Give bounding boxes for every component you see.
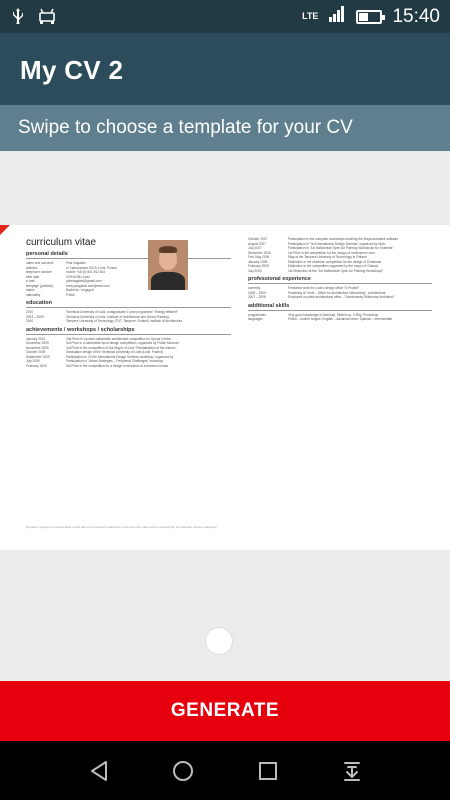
cv-row — [26, 364, 231, 369]
cv-row-value: Tampere University of Technology (TUT, Tampere, Finland) Institute of Architecture — [66, 319, 183, 323]
cv-row-value: Polish — [66, 292, 75, 297]
cv-section-heading: professional experience — [248, 276, 432, 284]
cv-row-key: webpage (portfolio) — [26, 283, 54, 288]
cv-row-value: Employed in polish architectural office - “Zdechowsky-Wiktorowy Architekci” — [288, 295, 395, 299]
home-icon[interactable] — [169, 757, 197, 785]
cv-row-value: Participation in “Urban Strategies – Peripheral Challenges” workshop — [66, 359, 164, 363]
cv-row-key: December 2009 — [26, 341, 49, 345]
cv-right-list — [248, 237, 432, 273]
cv-row-value: Very good knowledge of Archicad, Sketch up, V-Ray, Photoshop — [288, 312, 379, 317]
cv-row-value: Technical University of Łódź, Institute of Architecture and Urban Planning — [66, 314, 169, 319]
cv-row-key: February 2005 — [248, 264, 269, 268]
cv-skills-list — [248, 313, 432, 322]
cv-row — [248, 269, 432, 274]
cv-row-key: nationality — [26, 292, 41, 297]
status-bar — [0, 0, 450, 33]
cv-row-value: Participation in XXVth International Design Seminar workshop, organized by — [66, 354, 174, 359]
cv-row-key: January 2005 — [248, 259, 268, 264]
cv-row-value: Bachelor / engaged — [66, 288, 94, 292]
cv-experience-list — [248, 286, 432, 300]
cv-row-value: Graduation design of the Technical University of Łódź (Łódź, Poland) — [66, 350, 163, 354]
cv-row-key: address — [26, 265, 38, 270]
template-corner-ribbon — [0, 225, 10, 235]
cv-row-value: 3rd Prize in the competition of the Mayor of Łódź “Revitalization of the historic” — [66, 345, 177, 350]
cv-row-value: Freelance work for Łódź's design office “S Projekt” — [288, 286, 360, 290]
cv-row-key: September 2009 — [26, 354, 50, 359]
cv-row-key: February 2009 — [26, 363, 47, 368]
cv-left-column — [26, 237, 231, 368]
cv-row-value: 3rd Prize in a nationwide sport design competition, organized by Polish Museum — [66, 341, 180, 345]
android-debug-icon — [38, 8, 56, 27]
back-icon[interactable] — [85, 757, 113, 785]
cv-row-value: Participation in “3rd International Design Seminar” organized by Mulo — [288, 241, 386, 246]
cv-row-key: status — [26, 288, 35, 292]
cv-row-value: 2nd Prize in a polish nationwide architecture competition for Sports Centre — [66, 336, 171, 341]
cv-row-key: January 2010 — [26, 336, 46, 341]
cv-row-key: October 2009 — [26, 350, 46, 354]
cv-row-key: August 2007 — [248, 241, 266, 246]
usb-icon — [12, 8, 24, 27]
cv-education-list — [26, 310, 231, 324]
instruction-banner — [0, 105, 450, 151]
app-title: My CV 2 — [20, 55, 124, 85]
cv-row-key: 2003 – 2009 — [26, 314, 44, 319]
cv-row-value: Distinction in the competition organized by the mayor of Gdansk — [288, 264, 379, 268]
cv-row-key: 2007 – 2008 — [248, 295, 266, 299]
cv-row-value: Piotr Dagalski — [66, 261, 86, 265]
cv-row — [26, 319, 231, 324]
cv-section-heading: additional skills — [248, 303, 432, 311]
cv-row-value: Practising at “Aroft – Office for Architecture Networking”, architectural — [288, 290, 386, 295]
cv-row-key: 2008 – 2009 — [248, 290, 266, 295]
cv-row-key: 2000 — [26, 319, 34, 323]
cv-row-value: 3rd Prize in the competition for a design of elevation of a mansion house — [66, 363, 169, 368]
cv-section-heading: personal details — [26, 251, 231, 259]
cv-row-value: ul. Narutowicza 25/15, Łódź, Poland — [66, 265, 118, 270]
cv-row-value: Stay at the Tampere University of Technology in Finland — [288, 255, 367, 259]
generate-button[interactable]: GENERATE — [0, 681, 450, 741]
clock: 15:40 — [392, 5, 440, 27]
cv-row-value: Technical University of Łódź, postgraduate 1 year programme “Energy efficient” — [66, 310, 178, 314]
app-bar — [0, 33, 450, 105]
cv-row-key: July 2007 — [248, 246, 262, 250]
network-type-label: LTE — [302, 11, 319, 21]
cv-row-key: e-mail — [26, 279, 35, 283]
cv-right-column — [248, 237, 432, 322]
cv-row-key: telephone number — [26, 270, 52, 274]
cv-personal-list — [26, 261, 231, 297]
instruction-text: Swipe to choose a template for your CV — [18, 117, 353, 138]
cv-row-key: November 2009 — [26, 345, 49, 350]
cv-row-key: Feb–May 2006 — [248, 255, 270, 259]
cv-footer-clause: Wyrażam zgodę na przetwarzanie moich danych osobowych zawartych w ofercie pracy dla potrzeb niezbędnych do realizacji procesu rekrutacji — [26, 525, 217, 529]
cv-row-value: Distinction in the students' competition for the design of Christmas — [288, 259, 382, 264]
battery-charging-icon — [356, 10, 382, 24]
notification-pull-icon[interactable] — [338, 757, 366, 785]
cv-row — [248, 317, 432, 322]
cv-row-key: languages — [248, 317, 263, 321]
cv-achievements-list — [26, 337, 231, 369]
recents-icon[interactable] — [254, 757, 282, 785]
cv-row-key: programmes — [248, 312, 266, 317]
cv-row-value: Participation in “1st Nationwide Open Air Painting Workshops for Students” — [288, 246, 394, 250]
cv-row-value: 1st Distinction at the “1st Nationwide Open Air Painting Workshops” — [288, 268, 384, 273]
page-indicator-dot[interactable] — [205, 627, 233, 655]
cv-portrait-photo — [148, 240, 188, 290]
cv-section-heading: education — [26, 300, 231, 308]
cv-title: curriculum vitae — [26, 237, 97, 248]
system-nav-bar — [0, 741, 450, 800]
cv-row — [26, 293, 231, 298]
cv-row — [248, 295, 432, 300]
cv-row-key: name and surname — [26, 261, 54, 265]
cv-row-key: birth date — [26, 274, 40, 279]
cv-row-value: Participation in the computer workshops teaching the Maya Autodesk software — [288, 237, 399, 241]
cv-row-value: 1st Prize in the competition for the design of conference room — [288, 250, 375, 255]
cv-row-key: July 2009 — [26, 359, 40, 363]
cv-row-key: currently — [248, 286, 261, 290]
cv-template-preview[interactable] — [0, 225, 450, 550]
cv-row-value: piotrdagalski@gmail.com — [66, 279, 102, 283]
cv-row-key: October 2007 — [248, 237, 268, 241]
cv-row-value: Polish – mother tongue; English – advanced level; Spanish – intermediate — [288, 317, 393, 321]
cv-row-value: 07/04/1981 Łódź — [66, 274, 90, 279]
cv-row-key: July 2004 — [248, 268, 262, 273]
cv-row-key: 2010 — [26, 310, 34, 314]
cv-section-heading: achievements / workshops / scholarships — [26, 327, 231, 335]
cv-row-key: December 2006 — [248, 250, 271, 255]
signal-icon — [328, 5, 346, 28]
cv-row-value: www.pdagalski.wordpress.com — [66, 283, 110, 288]
cv-row-value: mobile +48 (0) 501 502 503 — [66, 270, 106, 274]
